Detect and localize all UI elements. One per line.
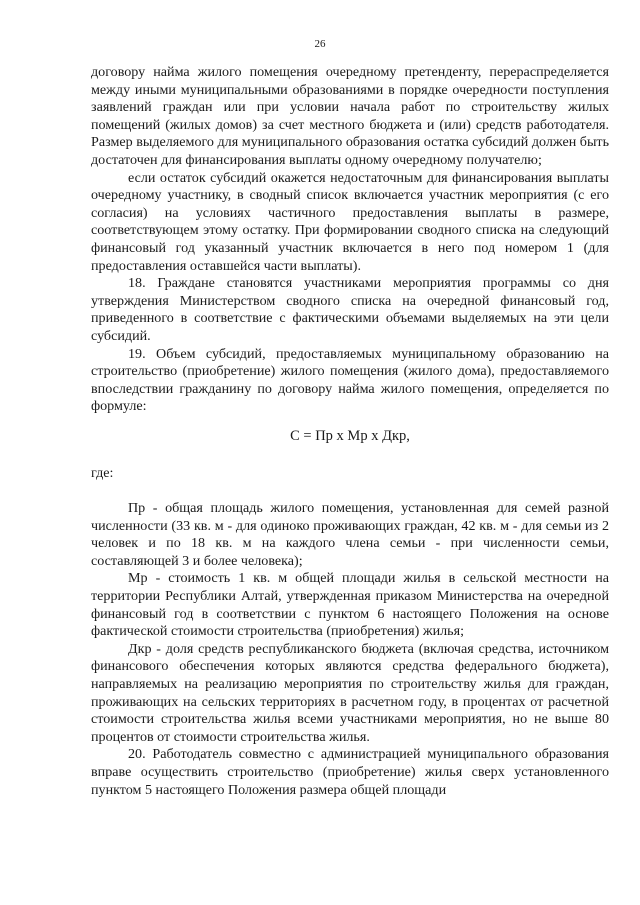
where-label: где: <box>91 465 114 482</box>
document-body <box>91 64 609 799</box>
paragraph-1: договору найма жилого помещения очередному претенденту, перераспределяется между иными муниципальными образованиями в порядке очередности поступления заявлений граждан или при условии начала работ по строительству жилых помещений (жилых домов) за счет местного бюджета и (или) средств работодателя. Размер выделяемого для муниципального образования остатка субсидий должен быть достаточен для финансирования выплаты одному очередному получателю; <box>91 64 609 168</box>
formula: С = Пр х Мр х Дкр, <box>290 427 410 444</box>
definition-mr: Мр - стоимость 1 кв. м общей площади жилья в сельской местности на территории Республики Алтай, утвержденная приказом Министерства на очередной финансовый год в соответствии с пунктом 6 настоящего Положения на основе фактической стоимости строительства (приобретения) жилья; <box>91 570 609 640</box>
paragraph-20: 20. Работодатель совместно с администрацией муниципального образования вправе осуществить строительство (приобретение) жилья сверх установленного пунктом 5 настоящего Положения размера общей площади <box>91 746 609 798</box>
paragraph-2: если остаток субсидий окажется недостаточным для финансирования выплаты очередному участнику, в сводный список включается участник мероприятия (с его согласия) на условиях частичного предоставления выплаты в размере, соответствующем этому остатку. При формировании сводного списка на следующий финансовый год указанный участник включается в него под номером 1 (для предоставления оставшейся части выплаты). <box>91 169 609 274</box>
paragraph-18: 18. Граждане становятся участниками мероприятия программы со дня утверждения Министерством сводного списка на очередной финансовый год, приведенного в соответствие с фактическими объемами выделяемых на эти цели субсидий. <box>91 275 609 344</box>
definition-pr: Пр - общая площадь жилого помещения, установленная для семей разной численности (33 кв. м - для одиноко проживающих граждан, 42 кв. м - для семьи из 2 человек и по 18 кв. м на каждого члена семьи - при численности семьи, составляющей 3 и более человека); <box>91 500 609 569</box>
definition-dkr: Дкр - доля средств республиканского бюджета (включая средства, источником финансового обеспечения которых являются средства федерального бюджета), направляемых на реализацию мероприятия по строительству жилья для граждан, проживающих на сельских территориях в расчетном году, в процентах от расчетной стоимости строительства жилья всеми участниками мероприятия, но не выше 80 процентов от стоимости строительства жилья. <box>91 640 609 745</box>
paragraph-19: 19. Объем субсидий, предоставляемых муниципальному образованию на строительство (приобретение) жилого помещения (жилого дома), предоставляемого впоследствии гражданину по договору найма жилого помещения, определяется по формуле: <box>91 345 609 415</box>
page-number: 26 <box>314 38 326 50</box>
